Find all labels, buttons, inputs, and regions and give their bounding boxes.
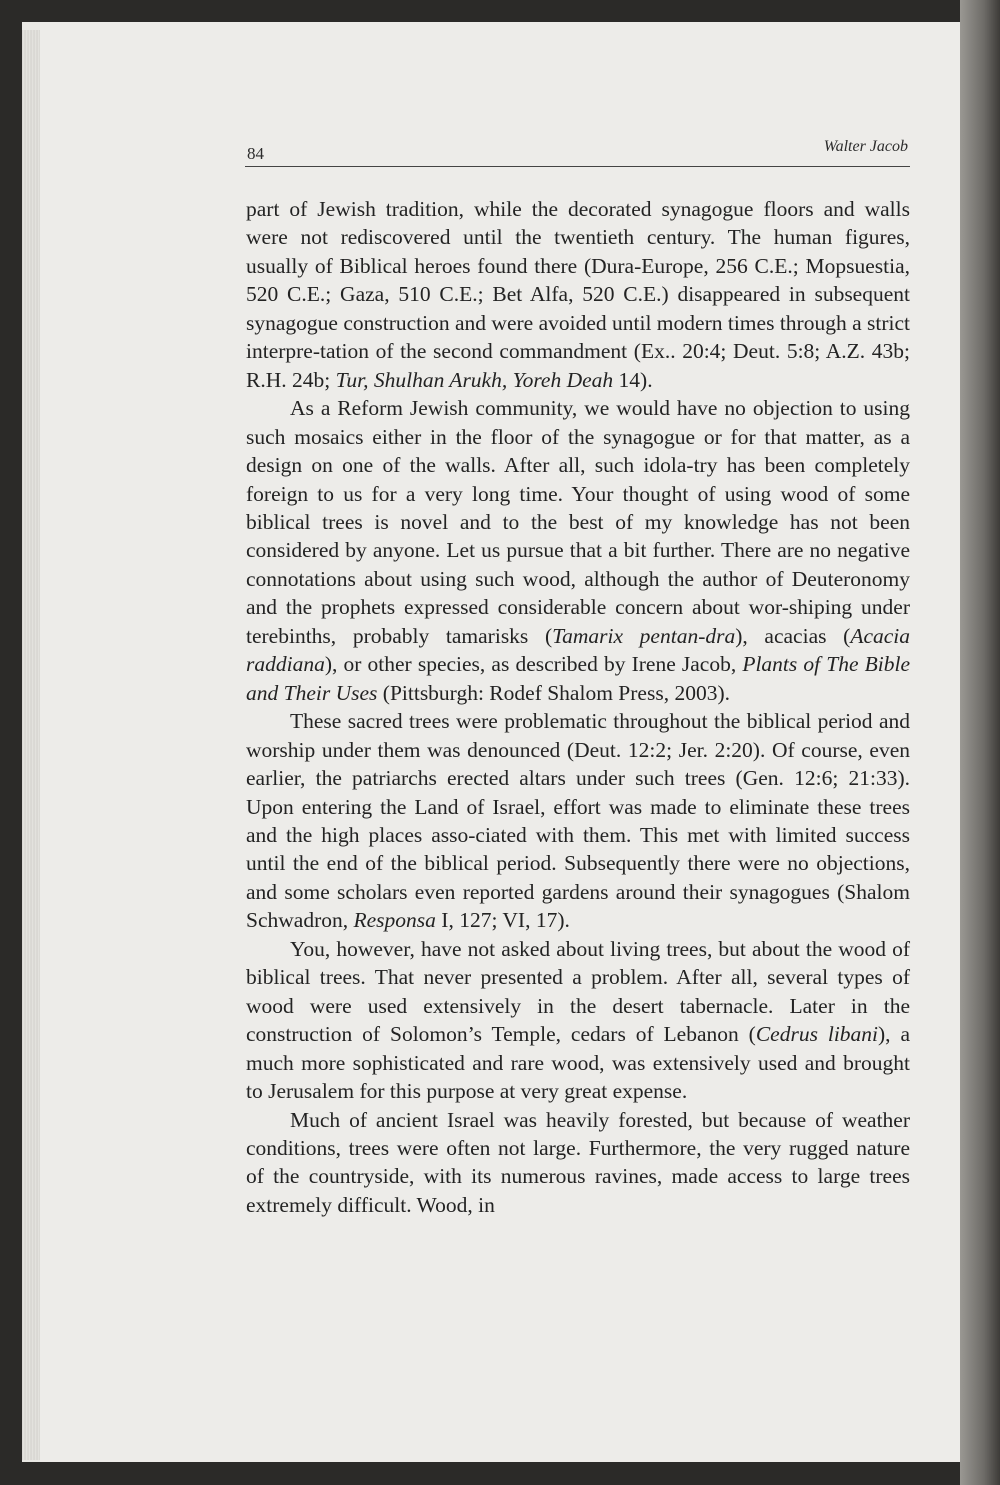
text-run: These sacred trees were problematic throughout the biblical period and worship under them was denounced (Deut. 12:2; Jer. 2:20). Of course, even earlier, the patriarchs erected altars under such trees (Gen. 12:6; 21:33). Upon entering the Land of Israel, effort was made to eliminate these trees and the high places asso-ciated with them. This met with limited success until the end of the biblical period. Subsequently there were no objections, and some scholars even reported gardens around their synagogues (Shalom Schwadron, xyxy=(246,709,910,933)
italic-text: Plants of The Bible and Their Uses xyxy=(246,652,910,705)
page-number: 84 xyxy=(247,144,264,163)
text-run: I, 127; VI, 17). xyxy=(435,908,570,933)
text-run: ), acacias ( xyxy=(735,623,851,648)
paragraph xyxy=(246,1106,910,1220)
italic-text: Cedrus libani xyxy=(755,1022,879,1047)
text-run: As a Reform Jewish community, we would have no objection to using such mosaics either in the floor of the synagogue or for that matter, as a design on one of the walls. After all, such idola-try has been completely foreign to us for a very long time. Your thought of using wood of some biblical trees is novel and to the best of my knowledge has not been considered by anyone. Let us pursue that a bit further. There are no negative connotations about using such wood, although the author of Deuteronomy and the prophets expressed considerable concern about wor-shiping under terebinths, probably tamarisks ( xyxy=(246,396,910,648)
paragraph xyxy=(246,195,910,394)
paragraph xyxy=(246,935,910,1106)
binding-shadow xyxy=(960,0,1000,1485)
paragraph xyxy=(246,707,910,935)
italic-text: Acacia raddiana xyxy=(246,623,911,677)
paragraph xyxy=(246,394,910,707)
italic-text: Tamarix pentan-dra xyxy=(552,623,736,648)
text-run: (Pittsburgh: Rodef Shalom Press, 2003). xyxy=(377,680,730,705)
text-run: ), or other species, as described by Irene Jacob, xyxy=(324,652,743,677)
running-head: Walter Jacob xyxy=(823,138,908,155)
text-run: part of Jewish tradition, while the decorated synagogue floors and walls were not rediscovered until the twentieth century. The human figures, usually of Biblical heroes found there (Dura-Europe, 256 C.E.; Mopsuestia, 520 C.E.; Gaza, 510 C.E.; Bet Alfa, 520 C.E.) disappeared in subsequent synagogue construction and were avoided until modern times through a strict interpre-tation of the second commandment (Ex.. 20:4; Deut. 5:8; A.Z. 43b; R.H. 24b; xyxy=(246,197,910,392)
italic-text: Responsa xyxy=(353,908,436,933)
page-header xyxy=(245,138,910,167)
body-text xyxy=(246,195,910,1219)
text-run: You, however, have not asked about living trees, but about the wood of biblical trees. That never presented a problem. After all, several types of wood were used extensively in the desert tabernacle. Later in the construction of Solomon’s Temple, cedars of Lebanon ( xyxy=(246,936,910,1047)
text-run: ), a much more sophisticated and rare wood, was extensively used and brought to Jerusalem for this purpose at very great expense. xyxy=(246,1022,910,1104)
text-run: Much of ancient Israel was heavily forested, but because of weather conditions, trees were often not large. Furthermore, the very rugged nature of the countryside, with its numerous ravines, made access to large trees extremely difficult. Wood, in xyxy=(246,1107,910,1217)
text-run: 14). xyxy=(613,367,653,392)
italic-text: Tur, Shulhan Arukh, Yoreh Deah xyxy=(335,367,614,392)
